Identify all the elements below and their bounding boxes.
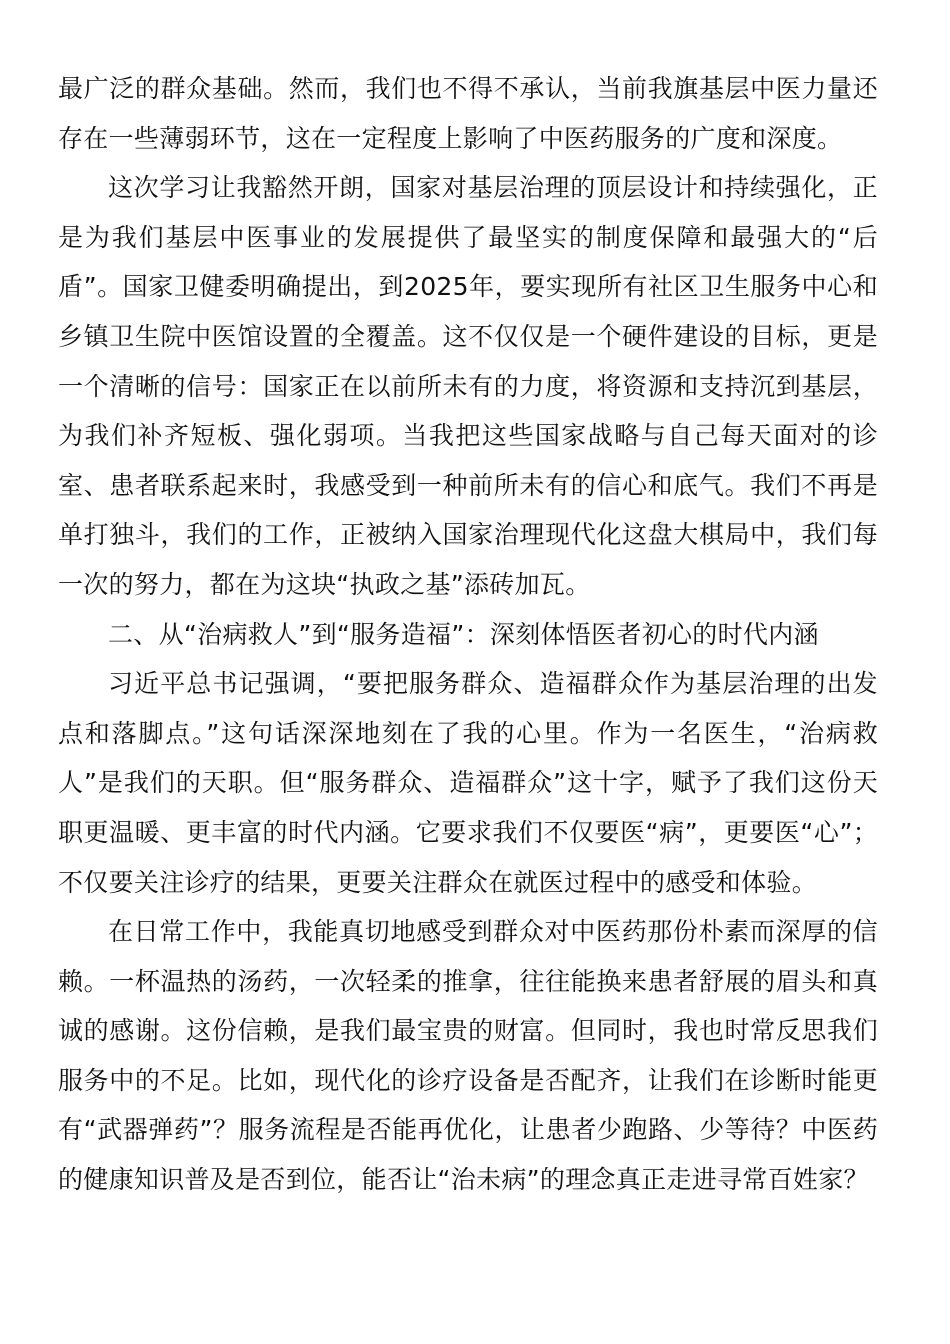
paragraph-continuation: 最广泛的群众基础。然而，我们也不得不承认，当前我旗基层中医力量还存在一些薄弱环节，这在一定程度上影响了中医药服务的广度和深度。	[58, 74, 878, 153]
section-heading-two: 二、从“治病救人”到“服务造福”：深刻体悟医者初心的时代内涵	[108, 619, 819, 649]
paragraph-xi-quote: 习近平总书记强调，“要把服务群众、造福群众作为基层治理的出发点和落脚点。”这句话深深地刻在了我的心里。作为一名医生，“治病救人”是我们的天职。但“服务群众、造福群众”这十字，赋予了我们这份天职更温暖、更丰富的时代内涵。它要求我们不仅要医“病”，更要医“心”；不仅要关注诊疗的结果，更要关注群众在就医过程中的感受和体验。	[58, 669, 878, 897]
paragraph-daily-work: 在日常工作中，我能真切地感受到群众对中医药那份朴素而深厚的信赖。一杯温热的汤药，一次轻柔的推拿，往往能换来患者舒展的眉头和真诚的感谢。这份信赖，是我们最宝贵的财富。但同时，我也时常反思我们服务中的不足。比如，现代化的诊疗设备是否配齐，让我们在诊断时能更有“武器弹药”？服务流程是否能再优化，让患者少跑路、少等待？中医药的健康知识普及是否到位，能否让“治未病”的理念真正走进寻常百姓家？	[58, 917, 878, 1195]
paragraph-learning-reflection: 这次学习让我豁然开朗，国家对基层治理的顶层设计和持续强化，正是为我们基层中医事业的发展提供了最坚实的制度保障和最强大的“后盾”。国家卫健委明确提出，到2025年，要实现所有社区卫生服务中心和乡镇卫生院中医馆设置的全覆盖。这不仅仅是一个硬件建设的目标，更是一个清晰的信号：国家正在以前所未有的力度，将资源和支持沉到基层，为我们补齐短板、强化弱项。当我把这些国家战略与自己每天面对的诊室、患者联系起来时，我感受到一种前所未有的信心和底气。我们不再是单打独斗，我们的工作，正被纳入国家治理现代化这盘大棋局中，我们每一次的努力，都在为这块“执政之基”添砖加瓦。	[58, 173, 878, 599]
document-page	[58, 64, 878, 1205]
